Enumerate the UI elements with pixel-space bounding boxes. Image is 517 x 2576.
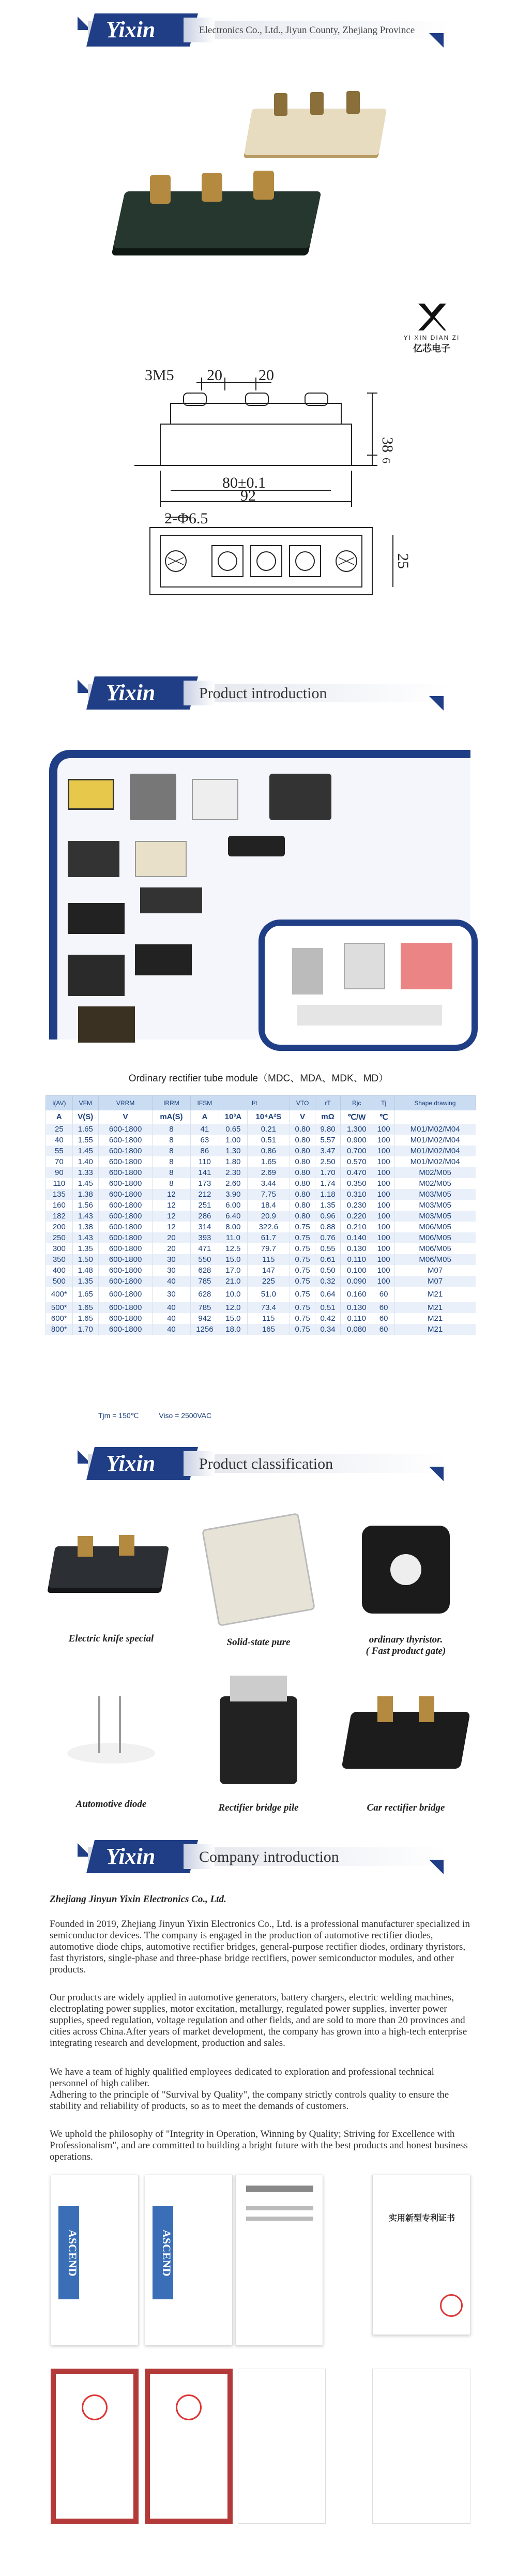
spec-table [45, 1095, 476, 1335]
technical-drawing [124, 362, 414, 636]
dim-20b: 20 [258, 367, 274, 384]
col-i2t: I²t [219, 1096, 290, 1110]
module-photo-black [109, 165, 326, 269]
label-automotive-diode: Automotive diode [75, 1799, 147, 1810]
product-solid-state [199, 1510, 318, 1629]
product-rectifier-bridge [199, 1665, 318, 1795]
table-row: 800* 1.70 600-1800 40 1256 18.0 165 0.75 0.34 0.080 60 M21 [46, 1324, 476, 1335]
certificate-ascend-2: ASCEND [145, 2175, 233, 2345]
table-row: 70 1.40 600-1800 8 110 1.80 1.65 0.80 2.50 0.570 100 M01/M02/M04 [46, 1156, 476, 1167]
company-line: Electronics Co., Ltd., Jiyun County, Zhejiang Province [199, 25, 415, 36]
banner-decoration [429, 1467, 444, 1481]
table-row: 600* 1.65 600-1800 40 942 15.0 115 0.75 0.42 0.110 60 M21 [46, 1313, 476, 1324]
company-paragraph-5: We uphold the philosophy of "Integrity in Operation, Winning by Quality; Striving for Excellence with Professionalism", and are committed to building a bright future with the best products and honest business operations. [50, 2129, 468, 2162]
col-vto: VTO [290, 1096, 315, 1110]
table-row: 182 1.43 600-1800 12 286 6.40 20.9 0.80 0.96 0.220 100 M03/M05 [46, 1211, 476, 1222]
certificate-red-2 [145, 2369, 233, 2524]
dim-80: 80±0.1 [222, 474, 266, 491]
table-row: 90 1.33 600-1800 8 141 2.30 2.69 0.80 1.70 0.470 100 M02/M05 [46, 1167, 476, 1178]
col-ifsm: IFSM [190, 1096, 219, 1110]
logo-cn: 亿芯电子 [413, 343, 450, 354]
company-name: Zhejiang Jinyun Yixin Electronics Co., Ltd. [50, 1894, 226, 1905]
table-row: 500* 1.65 600-1800 40 785 12.0 73.4 0.75 0.51 0.130 60 M21 [46, 1302, 476, 1313]
label-thyristor: ordinary thyristor. ( Fast product gate) [366, 1634, 446, 1656]
banner-decoration [429, 696, 444, 711]
table-row: 110 1.45 600-1800 8 173 2.60 3.44 0.80 1.74 0.350 100 M02/M05 [46, 1178, 476, 1189]
module-photo-cream [243, 88, 398, 165]
banner-decoration [429, 33, 444, 48]
certificate-red-1 [51, 2369, 139, 2524]
section-title: Company introduction [199, 1848, 339, 1865]
col-tj: Tj [373, 1096, 394, 1110]
company-logo [403, 303, 460, 359]
table-row: 135 1.38 600-1800 12 212 3.90 7.75 0.80 1.18 0.310 100 M03/M05 [46, 1189, 476, 1200]
product-automotive-diode [47, 1681, 176, 1784]
section-title: Product introduction [199, 685, 327, 702]
company-paragraph-2: Our products are widely applied in automotive generators, battery chargers, electric welding machines, electroplating power supplies, motor excitation, metallurgy, regulated power supplies, inverter power supplies, speed regulation, voltage regulation and other fields, and are sold to more than 20 provinces and cities across China.After years of market development, the company has grown into a high-tech enterprise integrating research and development, production and sales. [50, 1992, 467, 2048]
table-row: 40 1.55 600-1800 8 63 1.00 0.51 0.80 5.57 0.900 100 M01/M02/M04 [46, 1135, 476, 1146]
company-paragraph-3: We have a team of highly qualified employees dedicated to exploration and professional technical personnel of high caliber. [50, 2067, 434, 2089]
product-collage-inset [265, 926, 472, 1045]
label-solid-state: Solid-state pure [226, 1637, 291, 1648]
table-row: 55 1.45 600-1800 8 86 1.30 0.86 0.80 3.47 0.700 100 M01/M02/M04 [46, 1146, 476, 1156]
dim-25: 25 [394, 553, 412, 569]
table-row: 250 1.43 600-1800 20 393 11.0 61.7 0.75 0.76 0.140 100 M06/M05 [46, 1232, 476, 1243]
table-row: 500 1.35 600-1800 40 785 21.0 225 0.75 0.32 0.090 100 M07 [46, 1276, 476, 1287]
company-paragraph-4: Adhering to the principle of "Survival by Quality", the company strictly controls quality to ensure the stability and reliability of products, so as to meet the demands of customers. [50, 2089, 449, 2112]
col-irrm: IRRM [153, 1096, 190, 1110]
header-banner [0, 9, 517, 51]
label-car-rectifier-bridge: Car rectifier bridge [367, 1802, 445, 1813]
certificate-3 [238, 2369, 326, 2524]
table-row: 350 1.50 600-1800 30 550 15.0 115 0.75 0.61 0.110 100 M06/M05 [46, 1254, 476, 1265]
company-paragraph-1: Founded in 2019, Zhejiang Jinyun Yixin Electronics Co., Ltd. is a professional manufacturer specialized in semiconductor devices. The company is engaged in the production of automotive rectifier diodes, automotive diode chips, automotive rectifier bridges, general-purpose rectifier diodes, ordinary thyristors, fast thyristors, single-phase and three-phase bridge rectifiers, power semiconductor modules, and other products. [50, 1919, 470, 1975]
product-car-rectifier-bridge [341, 1681, 470, 1789]
banner-decoration [429, 1860, 444, 1874]
brand-logo: Yixin [86, 1840, 198, 1873]
section-header-company [0, 1836, 517, 1877]
table-header-row [46, 1096, 476, 1110]
brand-logo: Yixin [86, 13, 198, 47]
section-title: Product classification [199, 1455, 333, 1472]
certificate-4 [372, 2369, 470, 2524]
brand-logo: Yixin [86, 1447, 198, 1480]
table-caption: Ordinary rectifier tube module（MDC、MDA、MDK、MD） [128, 1073, 389, 1084]
patent-title: 实用新型专利证书 [388, 2214, 455, 2223]
col-iav: I(AV) [46, 1096, 73, 1110]
certificate-patent [372, 2175, 470, 2335]
product-thyristor [341, 1515, 470, 1634]
col-vfm: VFM [72, 1096, 98, 1110]
col-rt: rT [315, 1096, 341, 1110]
product-electric-knife [47, 1531, 176, 1608]
section-header-classification [0, 1443, 517, 1484]
certificate-ascend-3 [235, 2175, 323, 2345]
dim-92: 92 [240, 487, 256, 504]
table-row: 200 1.38 600-1800 12 314 8.00 322.6 0.75 0.88 0.210 100 M06/M05 [46, 1222, 476, 1232]
table-row: 400 1.48 600-1800 30 628 17.0 147 0.75 0.50 0.100 100 M07 [46, 1265, 476, 1276]
x-logo-icon [416, 303, 447, 332]
col-vrrm: VRRM [98, 1096, 152, 1110]
table-row: 160 1.56 600-1800 12 251 6.00 18.4 0.80 1.35 0.230 100 M03/M05 [46, 1200, 476, 1211]
dim-20a: 20 [207, 367, 222, 384]
dim-hole: 2-Φ6.5 [164, 510, 208, 527]
table-row: 400* 1.65 600-1800 30 628 10.0 51.0 0.75 0.64 0.160 60 M21 [46, 1287, 476, 1302]
dim-3m5: 3M5 [145, 367, 174, 384]
brand-logo: Yixin [86, 676, 198, 710]
certificate-ascend-1: ASCEND [51, 2175, 139, 2345]
table-row: 300 1.35 600-1800 20 471 12.5 79.7 0.75 0.55 0.130 100 M06/M05 [46, 1243, 476, 1254]
dim-38: 38 [379, 437, 396, 453]
section-header-intro [0, 672, 517, 714]
col-shape: Shape drawing [394, 1096, 475, 1110]
logo-caption: YI XIN DIAN ZI [403, 334, 460, 341]
label-electric-knife: Electric knife special [68, 1633, 154, 1644]
table-footer: Tjm = 150℃ Viso = 2500VAC [98, 1411, 212, 1420]
label-rectifier-bridge: Rectifier bridge pile [218, 1802, 299, 1813]
units-row: A V(S) V mA(S) A 10³A 10⁴A²S V mΩ ℃/W ℃ [46, 1110, 476, 1124]
col-rjc: Rjc [341, 1096, 373, 1110]
table-row: 25 1.65 600-1800 8 41 0.65 0.21 0.80 9.80 1.300 100 M01/M02/M04 [46, 1124, 476, 1135]
dim-6: 6 [380, 458, 393, 463]
